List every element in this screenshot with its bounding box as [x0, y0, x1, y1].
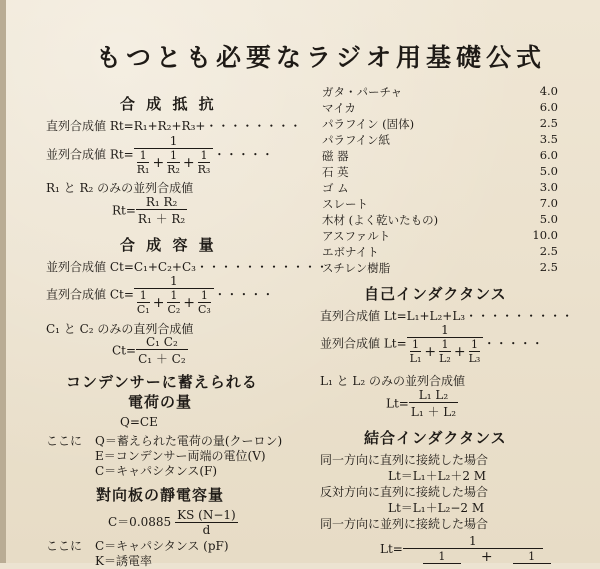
sub-numerator: 1	[139, 289, 147, 302]
capacitance-two-label: C₁ と C₂ のみの直列合成値	[46, 322, 194, 336]
sub-numerator: 1	[412, 338, 420, 351]
table-row	[322, 100, 558, 116]
ellipsis: ・・・・・	[483, 336, 544, 351]
sub-denominator: R₁	[136, 163, 150, 176]
self-inductance-parallel-formula	[320, 323, 543, 365]
sub-numerator: 1	[470, 338, 478, 351]
material-name: 磁 器	[322, 149, 349, 163]
table-row	[322, 116, 558, 132]
sub-denominator: R₂	[167, 163, 180, 176]
numerator: C₁ C₂	[145, 335, 178, 349]
denominator: d	[202, 523, 211, 537]
sub-denominator: R₃	[197, 163, 211, 176]
numerator: R₁ R₂	[145, 195, 178, 209]
material-value: 2.5	[539, 260, 558, 274]
rt-eq: Rt=	[112, 203, 136, 218]
table-row	[322, 228, 558, 244]
material-value: 2.5	[539, 244, 558, 258]
ellipsis: ・・・・・	[213, 147, 274, 162]
mutual-inductance-heading: 結合インダクタンス	[364, 429, 507, 447]
sub-numerator: 1	[200, 149, 208, 162]
numerator: 1	[169, 134, 178, 148]
sub-denominator: C₁	[136, 303, 150, 316]
charge-heading-1: コンデンサーに蓄えられる	[66, 373, 258, 391]
sub-numerator: 1	[170, 149, 178, 162]
self-inductance-parallel-label: 並列合成値 Lt=	[320, 336, 407, 351]
sub-numerator: 1	[200, 289, 208, 302]
table-row	[322, 212, 558, 228]
ct-eq: Ct=	[112, 343, 137, 358]
mutual-same-parallel-label: 同一方向に並列に接続した場合	[320, 517, 489, 531]
lt-eq: Lt=	[386, 396, 409, 411]
sub-numerator: 1	[438, 550, 446, 563]
self-inductance-parallel-fraction: 1 $\frac{1}{\text{L₁}}$ + $\frac{1}{\text{L₂}}$ + $\frac{1}{\text{L₃}}$	[407, 323, 484, 365]
resistance-parallel-fraction: 1 $\frac{1}{\text{R₁}}$ + $\frac{1}{\text{R₂}}$ + $\frac{1}{\text{R₃}}$	[134, 134, 214, 176]
material-value: 6.0	[539, 148, 558, 162]
capacitance-series-label: 直列合成値 Ct=	[46, 287, 134, 302]
sub-numerator: 1	[170, 289, 178, 302]
table-row	[322, 148, 558, 164]
sub-denominator: C₂	[167, 303, 181, 316]
capacitance-series-fraction: 1 $\frac{1}{\text{C₁}}$ + $\frac{1}{\text{C₂}}$ + $\frac{1}{\text{C₃}}$	[134, 274, 214, 316]
resistance-two-fraction	[136, 195, 187, 227]
numerator: 1	[170, 274, 178, 288]
table-row	[322, 244, 558, 260]
charge-koko: ここに	[46, 434, 83, 448]
capacitance-two-formula	[112, 335, 188, 367]
material-value: 3.0	[539, 180, 558, 194]
charge-formula: Q=CE	[120, 415, 158, 429]
capacitance-parallel-formula: 並列合成値 Ct=C₁+C₂+C₃・・・・・・・・・・・	[46, 260, 328, 274]
material-value: 6.0	[539, 100, 558, 114]
plate-k-def: K＝誘電率	[95, 554, 152, 568]
material-value: 3.5	[539, 132, 558, 146]
resistance-series-formula: 直列合成値 Rt=R₁+R₂+R₃+・・・・・・・・	[46, 119, 302, 133]
table-row	[322, 132, 558, 148]
table-row	[322, 84, 558, 100]
material-value: 5.0	[539, 164, 558, 178]
material-name: 木材 (よく乾いたもの)	[322, 213, 439, 227]
self-inductance-two-formula	[386, 388, 458, 420]
sub-denominator: L₃	[468, 352, 481, 365]
resistance-parallel-formula	[46, 134, 273, 176]
self-inductance-heading: 自己インダクタンス	[364, 285, 507, 303]
plate-formula-left: C＝0.0885	[108, 515, 172, 529]
ellipsis: ・・・・・	[213, 287, 274, 302]
sub-denominator: L₁	[409, 352, 422, 365]
charge-heading-2: 電荷の量	[128, 393, 193, 411]
sub-numerator: 1	[441, 338, 449, 351]
material-value: 4.0	[539, 84, 558, 98]
mutual-same-series-label: 同一方向に直列に接続した場合	[320, 453, 489, 467]
self-inductance-series-formula: 直列合成値 Lt=L₁+L₂+L₃・・・・・・・・・	[320, 309, 574, 323]
table-row	[322, 180, 558, 196]
capacitance-series-formula	[46, 274, 274, 316]
sub-denominator: L₂	[439, 352, 451, 365]
sub-numerator: 1	[528, 550, 536, 563]
resistance-two-formula	[112, 195, 187, 227]
resistance-heading: 合 成 抵 抗	[120, 95, 217, 113]
plate-koko: ここに	[46, 539, 83, 553]
self-inductance-two-fraction	[409, 388, 458, 420]
resistance-parallel-label: 並列合成値 Rt=	[46, 147, 134, 162]
material-name: マイカ	[322, 101, 356, 115]
self-inductance-two-label: L₁ と L₂ のみの並列合成値	[320, 374, 466, 388]
numerator: L₁ L₂	[418, 388, 449, 402]
table-row	[322, 164, 558, 180]
table-row	[322, 260, 558, 276]
numerator: 1	[469, 534, 477, 548]
material-value: 2.5	[539, 116, 558, 130]
numerator: 1	[441, 323, 449, 337]
material-name: ゴ ム	[322, 181, 349, 195]
material-name: パラフイン紙	[322, 133, 390, 147]
numerator: KS (N−1)	[177, 508, 236, 522]
mutual-parallel-fraction: 1 1 + 1	[403, 534, 543, 565]
material-name: エボナイト	[322, 245, 379, 259]
resistance-two-label: R₁ と R₂ のみの並列合成値	[46, 181, 194, 195]
plate-c-def: C＝キャパシタンス (pF)	[95, 539, 229, 553]
material-value: 10.0	[532, 228, 558, 242]
denominator: R₁ ＋ R₂	[137, 212, 186, 226]
plate-formula	[108, 508, 238, 537]
material-name: 石 英	[322, 165, 349, 179]
material-name: スチレン樹脂	[322, 261, 391, 275]
material-name: パラフイン (固体)	[322, 117, 415, 131]
plate-fraction	[175, 508, 238, 537]
capacitance-heading: 合 成 容 量	[120, 236, 217, 254]
mutual-same-series-formula: Lt＝L₁＋L₂＋2 M	[388, 469, 487, 483]
material-value: 7.0	[539, 196, 558, 210]
material-name: アスファルト	[322, 229, 391, 243]
charge-q-def: Q＝蓄えられた電荷の量(クーロン)	[95, 434, 283, 448]
material-name: スレート	[322, 197, 368, 211]
charge-c-def: C＝キャパシタンス(F)	[95, 464, 218, 478]
mutual-opp-series-formula: Lt＝L₁＋L₂−2 M	[388, 501, 485, 515]
material-value: 5.0	[539, 212, 558, 226]
sub-numerator: 1	[139, 149, 147, 162]
denominator: L₁ ＋ L₂	[410, 405, 457, 419]
mutual-opp-series-label: 反対方向に直列に接続した場合	[320, 485, 489, 499]
sub-denominator: C₃	[198, 303, 211, 316]
capacitance-two-fraction	[136, 335, 188, 367]
mutual-same-parallel-formula	[380, 534, 543, 565]
plate-heading: 對向板の靜電容量	[96, 486, 225, 504]
charge-e-def: E＝コンデンサー両端の電位(V)	[95, 449, 266, 463]
lt-eq: Lt=	[380, 542, 403, 556]
denominator: C₁ ＋ C₂	[138, 352, 186, 366]
page-edge	[0, 0, 6, 563]
page-title: もつとも必要なラジオ用基礎公式	[96, 43, 547, 72]
table-row	[322, 196, 558, 212]
material-name: ガタ・パーチャ	[322, 85, 403, 99]
